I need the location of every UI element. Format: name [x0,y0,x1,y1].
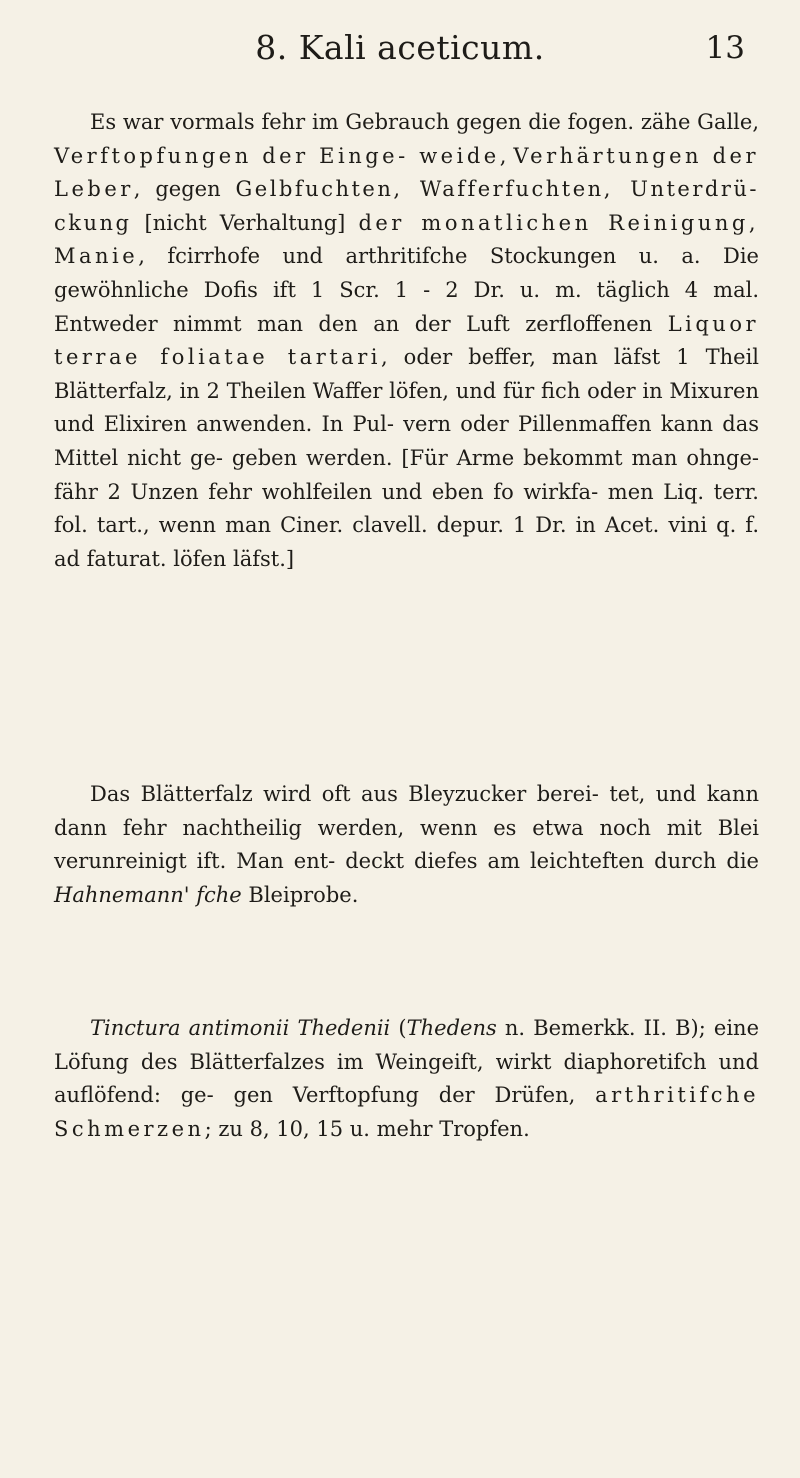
p1-text-2: , [499,143,514,168]
p3-text-3: ; zu 8, 10, 15 u. mehr Tropfen. [204,1116,530,1141]
p2-italic-hahnemann: Hahnemann' fche [54,882,242,907]
p1-spaced-2: Verhärtungen der Leber [54,143,760,202]
page-header [0,28,800,78]
p1-spaced-5: Liquor terrae foliatae tartari [54,311,759,370]
paragraph-kali-aceticum-uses [54,106,759,576]
p3-text-1: ( [390,1016,407,1040]
p1-text-6: , oder beffer, man läfst 1 Theil Blätterfalz, in 2 Theilen Waffer löfen, und für fich oder in Mixuren und Elixiren anwenden. In Pul- vern oder Pillenmaffen kann das Mittel nicht ge- geben werden. [Für Arme bekommt man ohnge- fähr 2 Unzen fehr wohlfeilen und eben fo wirkfa- men Liq. terr. fol. tart., wenn man Ciner. clavell. depur. 1 Dr. in Acet. vini q. f. ad faturat. löfen läfst.] [54,345,759,571]
page-number: 13 [705,30,745,66]
running-title: 8. Kali aceticum. [255,28,545,67]
p2-text-1: Das Blätterfalz wird oft aus Bleyzucker berei- tet, und kann dann fehr nachtheilig werden, wenn es etwa noch mit Blei verunreinigt ift. Man ent- deckt diefes am leichteften durch die [54,782,759,874]
p2-text-2: Bleiprobe. [241,882,359,907]
p1-text-3: , gegen [133,177,236,202]
p3-text-2: n. Bemerkk. II. B); eine Löfung des Blätterfalzes im Weingeift, wirkt diaphoretifch und auflöfend: ge- gen Verftopfung der Drüfen, [54,1016,759,1108]
p1-text-4: [nicht Verhaltung] [131,210,359,235]
p1-spaced-1: Verftopfungen der Einge- weide [54,143,500,168]
paragraph-tinctura-antimonii [54,1012,759,1146]
p3-italic-thedens: Thedens [406,1016,497,1040]
p1-text-5: , fcirrhofe und arthritifche Stockungen u. a. Die gewöhnliche Dofis ift 1 Scr. 1 - 2 Dr. u. m. täglich 4 mal. Entweder nimmt man den an der Luft zerfloffenen [54,244,759,336]
p1-text-1: Es war vormals fehr im Gebrauch gegen die fogen. zähe Galle, [90,110,759,134]
p1-spaced-4: der monatlichen Reinigung, Manie [54,210,759,269]
p3-spaced-1: arthritifche Schmerzen [54,1083,759,1141]
p1-spaced-3: Gelbfuchten, Wafferfuchten, Unterdrü- ckung [54,177,759,235]
paragraph-blaetterfalz [54,778,759,912]
p3-italic-title: Tinctura antimonii Thedenii [90,1016,391,1040]
